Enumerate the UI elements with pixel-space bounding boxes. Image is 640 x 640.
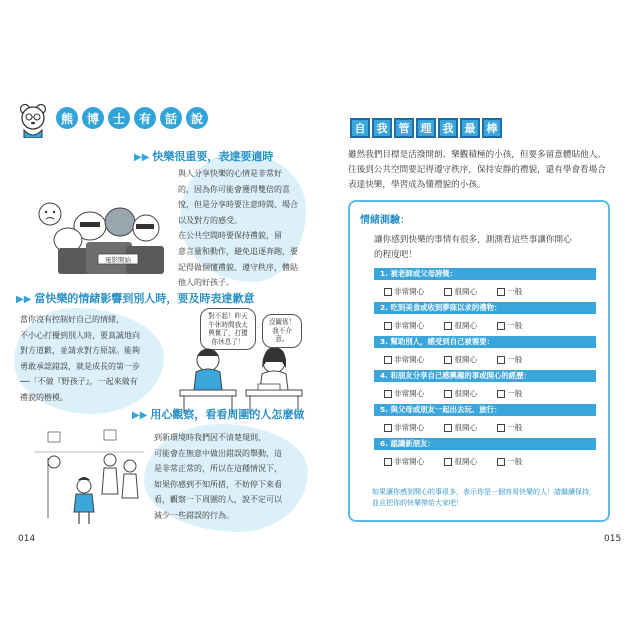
quiz-question: 6. 認識新朋友： <box>374 438 596 450</box>
option-label: 非常開心 <box>394 423 425 432</box>
quiz-question: 3. 幫助別人，感受到自己被需要： <box>374 336 596 348</box>
title-char: 我 <box>372 118 392 138</box>
quiz-prompt: 讓你感到快樂的事情有很多，測測看這些事讓你開心的程度吧！ <box>374 235 572 260</box>
text-line: ──「不做『野孩子』，一起來做有 <box>20 377 138 387</box>
text-line: 可能會在無意中做出錯誤的舉動，這 <box>154 448 282 458</box>
text-line: 看，觀察一下周圍的人，說不定可以 <box>154 495 282 505</box>
option-label: 一般 <box>507 321 523 330</box>
option-very-happy[interactable] <box>384 286 424 297</box>
option-normal[interactable] <box>497 422 522 433</box>
text-line: 到新環境時我們因不清楚規則， <box>154 433 266 442</box>
title-char: 話 <box>160 107 182 129</box>
page-number: 014 <box>18 534 36 544</box>
left-title <box>56 107 208 129</box>
text-line: 意言量和動作，避免追逐奔跑，要 <box>178 246 298 256</box>
option-label: 一般 <box>507 423 523 432</box>
left-title-row <box>14 102 254 138</box>
emotion-quiz-card <box>348 200 610 522</box>
section-paragraph <box>154 430 306 524</box>
section-heading-text: 用心觀察，看看周圍的人怎麼做 <box>150 408 305 421</box>
option-label: 很開心 <box>454 355 478 364</box>
text-line: 悅，但是分享時要注意時間、場合 <box>178 200 298 210</box>
option-happy[interactable] <box>444 286 477 297</box>
text-line: 是非常正常的，所以在這種情況下， <box>154 464 282 474</box>
checkbox[interactable] <box>444 424 452 432</box>
text-line: 減少一些錯誤的行為。 <box>154 510 234 520</box>
option-label: 一般 <box>507 355 523 364</box>
option-label: 很開心 <box>454 321 478 330</box>
text-line: 勇敢承認錯誤，就是成長的第一步 <box>20 361 140 371</box>
quiz-question: 5. 與父母或朋友一起出去玩、旅行： <box>374 404 596 416</box>
section-heading-text: 快樂很重要，表達要適時 <box>152 150 274 163</box>
option-very-happy[interactable] <box>384 388 424 399</box>
observation-illustration <box>34 428 144 528</box>
checkbox[interactable] <box>497 390 505 398</box>
checkbox[interactable] <box>497 322 505 330</box>
title-char: 熊 <box>56 107 78 129</box>
option-label: 非常開心 <box>394 457 425 466</box>
option-label: 很開心 <box>454 423 478 432</box>
option-label: 非常開心 <box>394 321 425 330</box>
section-heading-text: 當快樂的情緒影響到別人時，要及時表達歉意 <box>34 292 255 305</box>
text-line: 與人分享快樂的心情是非常好 <box>178 169 282 178</box>
option-happy[interactable] <box>444 422 477 433</box>
option-normal[interactable] <box>497 320 522 331</box>
title-char: 博 <box>82 107 104 129</box>
bear-doctor-mascot-icon <box>16 102 50 138</box>
right-title <box>350 118 502 138</box>
chevron-right-icon: ▶▶ <box>16 294 32 305</box>
option-label: 很開心 <box>454 457 478 466</box>
option-label: 一般 <box>507 287 523 296</box>
title-char: 最 <box>460 118 480 138</box>
option-normal[interactable] <box>497 456 522 467</box>
text-line: 不小心打擾到別人時，要真誠地向 <box>20 330 140 340</box>
cinema-sign: 電影開始 <box>105 256 131 264</box>
quiz-question: 2. 吃到美食或收到夢寐以求的禮物： <box>374 302 596 314</box>
chevron-right-icon: ▶▶ <box>132 410 148 421</box>
text-line: 記得做個懂禮貌、遵守秩序，體貼 <box>178 262 298 272</box>
section-heading <box>134 148 273 164</box>
checkbox[interactable] <box>384 424 392 432</box>
option-happy[interactable] <box>444 456 477 467</box>
checkbox[interactable] <box>444 322 452 330</box>
checkbox[interactable] <box>444 458 452 466</box>
quiz-footnote: 如果讓你感到開心的事很多，表示你是一個容易快樂的人！請繼續保持，並且把你的快樂帶給大家吧！ <box>372 488 596 507</box>
left-page <box>14 100 310 544</box>
intro-paragraph: 雖然我們目標是活潑開朗、樂觀積極的小孩，但要多留意體貼他人。往後到公共空間要記得遵守秩序，保持安靜的禮貌，還有學會看場合表達快樂，學習成為懂禮貌的小孩。 <box>348 150 606 190</box>
option-very-happy[interactable] <box>384 456 424 467</box>
option-very-happy[interactable] <box>384 354 424 365</box>
quiz-options <box>384 456 522 467</box>
text-line: 對方道歉，並請求對方原諒。能夠 <box>20 346 140 356</box>
checkbox[interactable] <box>384 458 392 466</box>
checkbox[interactable] <box>384 390 392 398</box>
option-normal[interactable] <box>497 354 522 365</box>
checkbox[interactable] <box>497 424 505 432</box>
section-heading <box>16 290 254 306</box>
quiz-options <box>384 422 522 433</box>
option-label: 很開心 <box>454 389 478 398</box>
title-char: 我 <box>438 118 458 138</box>
option-label: 非常開心 <box>394 355 425 364</box>
quiz-question: 1. 被老師或父母誇獎： <box>374 268 596 280</box>
checkbox[interactable] <box>444 356 452 364</box>
checkbox[interactable] <box>384 322 392 330</box>
title-char: 士 <box>108 107 130 129</box>
option-very-happy[interactable] <box>384 320 424 331</box>
text-line: 當你沒有控制好自己的情緒， <box>20 315 124 324</box>
title-char: 管 <box>394 118 414 138</box>
quiz-options <box>384 286 522 297</box>
option-normal[interactable] <box>497 388 522 399</box>
option-happy[interactable] <box>444 388 477 399</box>
title-char: 自 <box>350 118 370 138</box>
option-label: 很開心 <box>454 287 478 296</box>
checkbox[interactable] <box>497 356 505 364</box>
title-char: 有 <box>134 107 156 129</box>
option-label: 一般 <box>507 457 523 466</box>
page-number: 015 <box>604 534 622 544</box>
option-label: 非常開心 <box>394 389 425 398</box>
title-char: 理 <box>416 118 436 138</box>
title-char: 說 <box>186 107 208 129</box>
speech-bubble-reply: 沒關係！我不介意。 <box>262 314 302 348</box>
text-line: 他人的好孩子。 <box>178 278 234 288</box>
checkbox[interactable] <box>497 458 505 466</box>
section-paragraph <box>20 312 160 406</box>
checkbox[interactable] <box>497 288 505 296</box>
section-heading <box>132 406 304 422</box>
option-normal[interactable] <box>497 286 522 297</box>
checkbox[interactable] <box>444 390 452 398</box>
text-line: 禮貌的楷模。 <box>20 392 68 402</box>
quiz-options <box>384 388 522 399</box>
option-happy[interactable] <box>444 320 477 331</box>
text-line: 在公共空間時要保持禮貌，留 <box>178 231 282 241</box>
option-very-happy[interactable] <box>384 422 424 433</box>
text-line: 的，因為你可能會獲得雙倍的喜 <box>178 184 290 194</box>
chevron-right-icon: ▶▶ <box>134 152 150 163</box>
option-label: 一般 <box>507 389 523 398</box>
speech-bubble-apology: 對不起！昨天午休時間我太興奮了，打擾你休息了！ <box>200 308 256 350</box>
checkbox[interactable] <box>384 356 392 364</box>
cinema-audience-illustration <box>28 196 168 276</box>
option-happy[interactable] <box>444 354 477 365</box>
text-line: 以及對方的感受。 <box>178 215 242 225</box>
checkbox[interactable] <box>384 288 392 296</box>
quiz-question: 4. 和朋友分享自己感興趣的事或開心的經歷： <box>374 370 596 382</box>
quiz-header: 情緒測驗： <box>360 215 410 226</box>
checkbox[interactable] <box>444 288 452 296</box>
classroom-illustration <box>174 340 308 416</box>
title-char: 棒 <box>482 118 502 138</box>
text-line: 如果你感到不知所措，不妨停下來看 <box>154 479 282 489</box>
quiz-options <box>384 354 522 365</box>
section-paragraph <box>178 166 306 291</box>
option-label: 非常開心 <box>394 287 425 296</box>
quiz-options <box>384 320 522 331</box>
